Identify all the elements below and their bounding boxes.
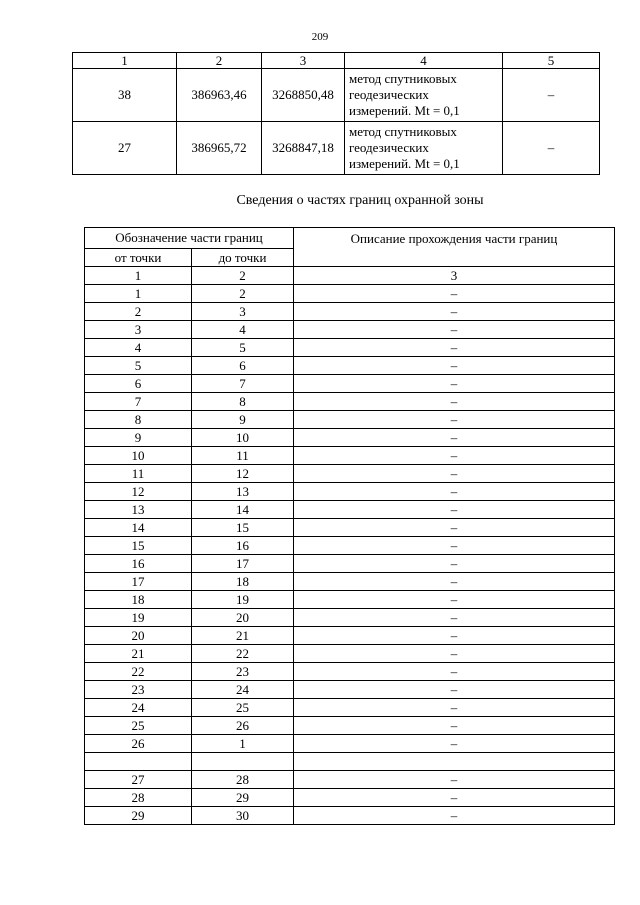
to-point-cell: 15 xyxy=(192,519,294,537)
from-point-cell: 6 xyxy=(85,375,192,393)
from-point-cell: 19 xyxy=(85,609,192,627)
method-line: измерений. Mt = 0,1 xyxy=(349,103,460,118)
description-cell: – xyxy=(294,807,615,825)
column-number-3: 3 xyxy=(262,53,345,69)
description-cell: – xyxy=(294,645,615,663)
to-point-cell: 13 xyxy=(192,483,294,501)
boundary-part-row xyxy=(85,663,615,681)
description-cell: – xyxy=(294,447,615,465)
column-number-2: 2 xyxy=(177,53,262,69)
description-cell: – xyxy=(294,681,615,699)
to-point-header: до точки xyxy=(192,249,294,267)
description-cell: – xyxy=(294,321,615,339)
boundary-part-row xyxy=(85,285,615,303)
description-cell: – xyxy=(294,573,615,591)
index-cell: 3 xyxy=(294,267,615,285)
description-cell: – xyxy=(294,627,615,645)
to-point-cell: 5 xyxy=(192,339,294,357)
note-cell: – xyxy=(503,122,600,175)
from-point-cell: 1 xyxy=(85,285,192,303)
from-point-cell: 22 xyxy=(85,663,192,681)
to-point-cell: 28 xyxy=(192,771,294,789)
from-point-cell: 2 xyxy=(85,303,192,321)
from-point-cell: 21 xyxy=(85,645,192,663)
boundary-part-row xyxy=(85,429,615,447)
to-point-cell: 10 xyxy=(192,429,294,447)
to-point-cell: 22 xyxy=(192,645,294,663)
to-point-cell: 30 xyxy=(192,807,294,825)
from-point-header: от точки xyxy=(85,249,192,267)
description-cell: – xyxy=(294,663,615,681)
to-point-cell: 9 xyxy=(192,411,294,429)
description-cell: – xyxy=(294,609,615,627)
determination-method xyxy=(345,122,503,175)
to-point-cell: 20 xyxy=(192,609,294,627)
to-point-cell: 29 xyxy=(192,789,294,807)
description-cell: – xyxy=(294,771,615,789)
boundary-parts-table xyxy=(84,227,615,825)
determination-method xyxy=(345,69,503,122)
description-cell: – xyxy=(294,501,615,519)
to-point-cell: 2 xyxy=(192,285,294,303)
method-line: измерений. Mt = 0,1 xyxy=(349,156,460,171)
boundary-part-row xyxy=(85,555,615,573)
description-cell xyxy=(294,753,615,771)
from-point-cell: 26 xyxy=(85,735,192,753)
boundary-part-row xyxy=(85,789,615,807)
description-cell: – xyxy=(294,717,615,735)
page-number: 209 xyxy=(311,31,329,43)
parts-index-row xyxy=(85,267,615,285)
boundary-part-row xyxy=(85,735,615,753)
description-cell: – xyxy=(294,303,615,321)
boundary-part-row xyxy=(85,519,615,537)
coordinates-header-row xyxy=(73,53,600,69)
from-point-cell: 10 xyxy=(85,447,192,465)
to-point-cell xyxy=(192,753,294,771)
description-cell: – xyxy=(294,699,615,717)
description-cell: – xyxy=(294,735,615,753)
to-point-cell: 3 xyxy=(192,303,294,321)
to-point-cell: 6 xyxy=(192,357,294,375)
boundary-part-row xyxy=(85,627,615,645)
to-point-cell: 18 xyxy=(192,573,294,591)
description-cell: – xyxy=(294,483,615,501)
from-point-cell: 15 xyxy=(85,537,192,555)
from-point-cell: 12 xyxy=(85,483,192,501)
from-point-cell: 16 xyxy=(85,555,192,573)
boundary-part-row xyxy=(85,753,615,771)
boundary-part-row xyxy=(85,537,615,555)
boundary-part-row xyxy=(85,483,615,501)
description-cell: – xyxy=(294,375,615,393)
description-cell: – xyxy=(294,339,615,357)
from-point-cell xyxy=(85,753,192,771)
from-point-cell: 8 xyxy=(85,411,192,429)
to-point-cell: 1 xyxy=(192,735,294,753)
to-point-cell: 11 xyxy=(192,447,294,465)
from-point-cell: 23 xyxy=(85,681,192,699)
boundary-part-row xyxy=(85,699,615,717)
part-designation-header: Обозначение части границ xyxy=(85,228,294,249)
description-cell: – xyxy=(294,537,615,555)
boundary-part-row xyxy=(85,465,615,483)
boundary-part-row xyxy=(85,501,615,519)
boundary-part-row xyxy=(85,645,615,663)
boundary-part-row xyxy=(85,303,615,321)
description-cell: – xyxy=(294,411,615,429)
column-number-1: 1 xyxy=(73,53,177,69)
coordinates-table xyxy=(72,52,600,175)
from-point-cell: 7 xyxy=(85,393,192,411)
parts-header-row xyxy=(85,228,615,249)
from-point-cell: 13 xyxy=(85,501,192,519)
boundary-part-row xyxy=(85,411,615,429)
method-line: метод спутниковых xyxy=(349,124,457,139)
from-point-cell: 29 xyxy=(85,807,192,825)
to-point-cell: 24 xyxy=(192,681,294,699)
boundary-part-row xyxy=(85,321,615,339)
coordinates-row xyxy=(73,69,600,122)
to-point-cell: 23 xyxy=(192,663,294,681)
boundary-part-row xyxy=(85,447,615,465)
from-point-cell: 20 xyxy=(85,627,192,645)
boundary-part-row xyxy=(85,393,615,411)
from-point-cell: 9 xyxy=(85,429,192,447)
column-number-5: 5 xyxy=(503,53,600,69)
to-point-cell: 17 xyxy=(192,555,294,573)
point-number: 38 xyxy=(73,69,177,122)
index-cell: 1 xyxy=(85,267,192,285)
method-line: геодезических xyxy=(349,87,429,102)
note-cell: – xyxy=(503,69,600,122)
boundary-part-row xyxy=(85,573,615,591)
description-cell: – xyxy=(294,285,615,303)
description-cell: – xyxy=(294,789,615,807)
boundary-part-row xyxy=(85,375,615,393)
from-point-cell: 17 xyxy=(85,573,192,591)
boundary-part-row xyxy=(85,807,615,825)
coordinate-y: 3268847,18 xyxy=(262,122,345,175)
to-point-cell: 8 xyxy=(192,393,294,411)
to-point-cell: 19 xyxy=(192,591,294,609)
to-point-cell: 25 xyxy=(192,699,294,717)
method-line: метод спутниковых xyxy=(349,71,457,86)
boundary-part-row xyxy=(85,681,615,699)
from-point-cell: 5 xyxy=(85,357,192,375)
from-point-cell: 18 xyxy=(85,591,192,609)
to-point-cell: 14 xyxy=(192,501,294,519)
description-cell: – xyxy=(294,465,615,483)
part-description-header: Описание прохождения части границ xyxy=(294,228,615,267)
section-title: Сведения о частях границ охранной зоны xyxy=(236,193,484,208)
boundary-part-row xyxy=(85,339,615,357)
index-cell: 2 xyxy=(192,267,294,285)
boundary-part-row xyxy=(85,717,615,735)
description-cell: – xyxy=(294,357,615,375)
description-cell: – xyxy=(294,429,615,447)
description-cell: – xyxy=(294,591,615,609)
coordinate-x: 386965,72 xyxy=(177,122,262,175)
coordinate-x: 386963,46 xyxy=(177,69,262,122)
coordinate-y: 3268850,48 xyxy=(262,69,345,122)
boundary-part-row xyxy=(85,609,615,627)
parts-table-body xyxy=(85,285,615,825)
from-point-cell: 14 xyxy=(85,519,192,537)
from-point-cell: 25 xyxy=(85,717,192,735)
coordinates-row xyxy=(73,122,600,175)
to-point-cell: 12 xyxy=(192,465,294,483)
column-number-4: 4 xyxy=(345,53,503,69)
from-point-cell: 3 xyxy=(85,321,192,339)
from-point-cell: 27 xyxy=(85,771,192,789)
method-line: геодезических xyxy=(349,140,429,155)
to-point-cell: 4 xyxy=(192,321,294,339)
point-number: 27 xyxy=(73,122,177,175)
description-cell: – xyxy=(294,519,615,537)
to-point-cell: 16 xyxy=(192,537,294,555)
to-point-cell: 21 xyxy=(192,627,294,645)
boundary-part-row xyxy=(85,771,615,789)
boundary-part-row xyxy=(85,591,615,609)
from-point-cell: 4 xyxy=(85,339,192,357)
boundary-part-row xyxy=(85,357,615,375)
to-point-cell: 7 xyxy=(192,375,294,393)
description-cell: – xyxy=(294,555,615,573)
from-point-cell: 28 xyxy=(85,789,192,807)
from-point-cell: 11 xyxy=(85,465,192,483)
from-point-cell: 24 xyxy=(85,699,192,717)
to-point-cell: 26 xyxy=(192,717,294,735)
description-cell: – xyxy=(294,393,615,411)
